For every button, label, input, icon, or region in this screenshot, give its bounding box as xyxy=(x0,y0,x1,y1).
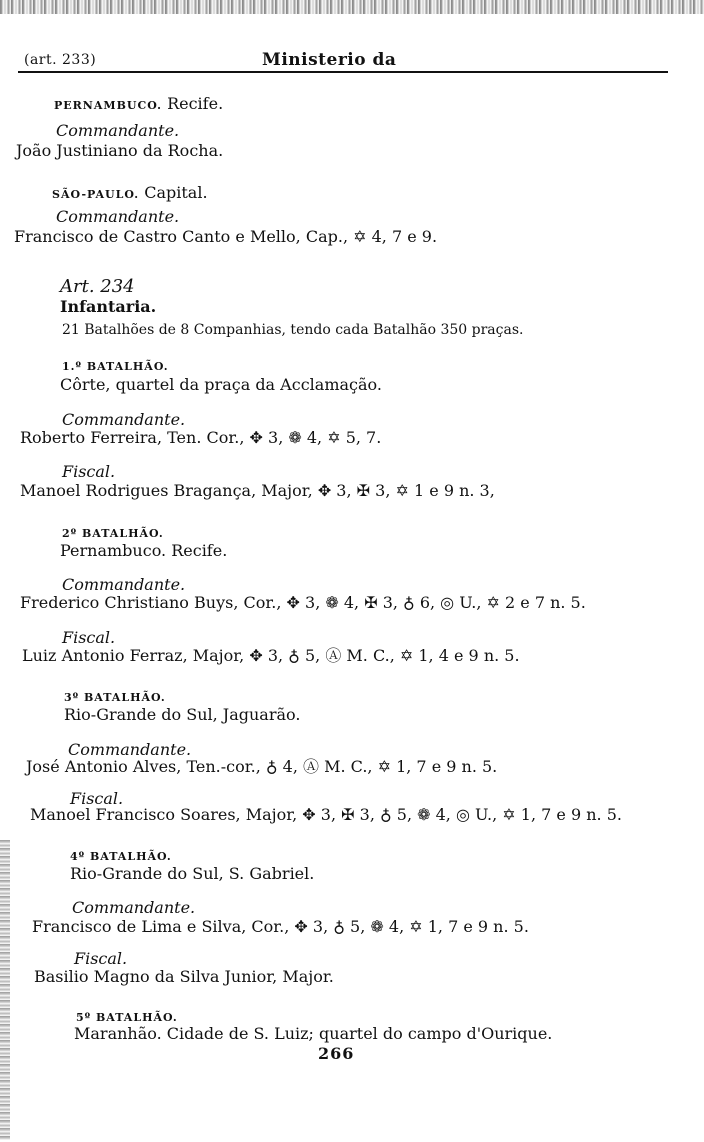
scan-left-edge xyxy=(0,840,10,1140)
battalion-location: Rio-Grande do Sul, S. Gabriel. xyxy=(70,864,315,883)
commander-label: Commandante. xyxy=(72,898,196,917)
pernambuco-commander-name: João Justiniano da Rocha. xyxy=(16,141,224,160)
commander-name: Roberto Ferreira, Ten. Cor., ✥ 3, ❁ 4, ✡ 5, 7. xyxy=(20,428,382,447)
battalion-location: Côrte, quartel da praça da Acclamação. xyxy=(60,375,382,394)
battalion-number: 4º BATALHÃO. xyxy=(70,850,172,863)
article-number: Art. 234 xyxy=(60,276,135,297)
fiscal-name: Manoel Francisco Soares, Major, ✥ 3, ✠ 3, ♁ 5, ❁ 4, ◎ U., ✡ 1, 7 e 9 n. 5. xyxy=(30,805,622,824)
battalion-location: Maranhão. Cidade de S. Luiz; quartel do campo d'Ourique. xyxy=(74,1024,553,1043)
page-header xyxy=(22,50,672,72)
sao-paulo-commander-name: Francisco de Castro Canto e Mello, Cap., ✡ 4, 7 e 9. xyxy=(14,227,438,246)
header-rule xyxy=(18,71,668,73)
commander-name: Francisco de Lima e Silva, Cor., ✥ 3, ♁ 5, ❁ 4, ✡ 1, 7 e 9 n. 5. xyxy=(32,917,529,936)
battalion-number: 2º BATALHÃO. xyxy=(62,527,164,540)
battalion-number: 3º BATALHÃO. xyxy=(64,691,166,704)
sao-paulo-commander-label: Commandante. xyxy=(56,207,180,226)
city-name: Capital. xyxy=(144,183,208,202)
commander-name: José Antonio Alves, Ten.-cor., ♁ 4, Ⓐ M. C., ✡ 1, 7 e 9 n. 5. xyxy=(26,757,498,776)
fiscal-name: Manoel Rodrigues Bragança, Major, ✥ 3, ✠ 3, ✡ 1 e 9 n. 3, xyxy=(20,481,495,500)
scan-edge-noise xyxy=(0,0,704,14)
fiscal-label: Fiscal. xyxy=(74,949,128,968)
fiscal-label: Fiscal. xyxy=(62,462,116,481)
pernambuco-heading xyxy=(54,94,223,116)
header-title: Ministerio da xyxy=(262,50,397,70)
header-article-ref: (art. 233) xyxy=(24,52,97,68)
battalion-number: 5º BATALHÃO. xyxy=(76,1011,178,1024)
page-number: 266 xyxy=(318,1044,355,1063)
battalion-number: 1.º BATALHÃO. xyxy=(62,360,169,373)
battalion-location: Rio-Grande do Sul, Jaguarão. xyxy=(64,705,301,724)
commander-name: Frederico Christiano Buys, Cor., ✥ 3, ❁ 4, ✠ 3, ♁ 6, ◎ U., ✡ 2 e 7 n. 5. xyxy=(20,593,586,612)
commander-label: Commandante. xyxy=(62,575,186,594)
fiscal-name: Basilio Magno da Silva Junior, Major. xyxy=(34,967,334,986)
section-title: Infantaria. xyxy=(60,297,157,316)
section-description: 21 Batalhões de 8 Companhias, tendo cada Batalhão 350 praças. xyxy=(62,322,524,338)
city-label: SÃO-PAULO. xyxy=(52,188,140,201)
city-name: Recife. xyxy=(167,94,224,113)
fiscal-label: Fiscal. xyxy=(62,628,116,647)
commander-label: Commandante. xyxy=(62,410,186,429)
commander-label: Commandante. xyxy=(68,740,192,759)
city-label: PERNAMBUCO. xyxy=(54,99,162,112)
battalion-location: Pernambuco. Recife. xyxy=(60,541,228,560)
sao-paulo-heading xyxy=(52,183,208,205)
pernambuco-commander-label: Commandante. xyxy=(56,121,180,140)
fiscal-name: Luiz Antonio Ferraz, Major, ✥ 3, ♁ 5, Ⓐ M. C., ✡ 1, 4 e 9 n. 5. xyxy=(22,646,520,665)
fiscal-label: Fiscal. xyxy=(70,789,124,808)
